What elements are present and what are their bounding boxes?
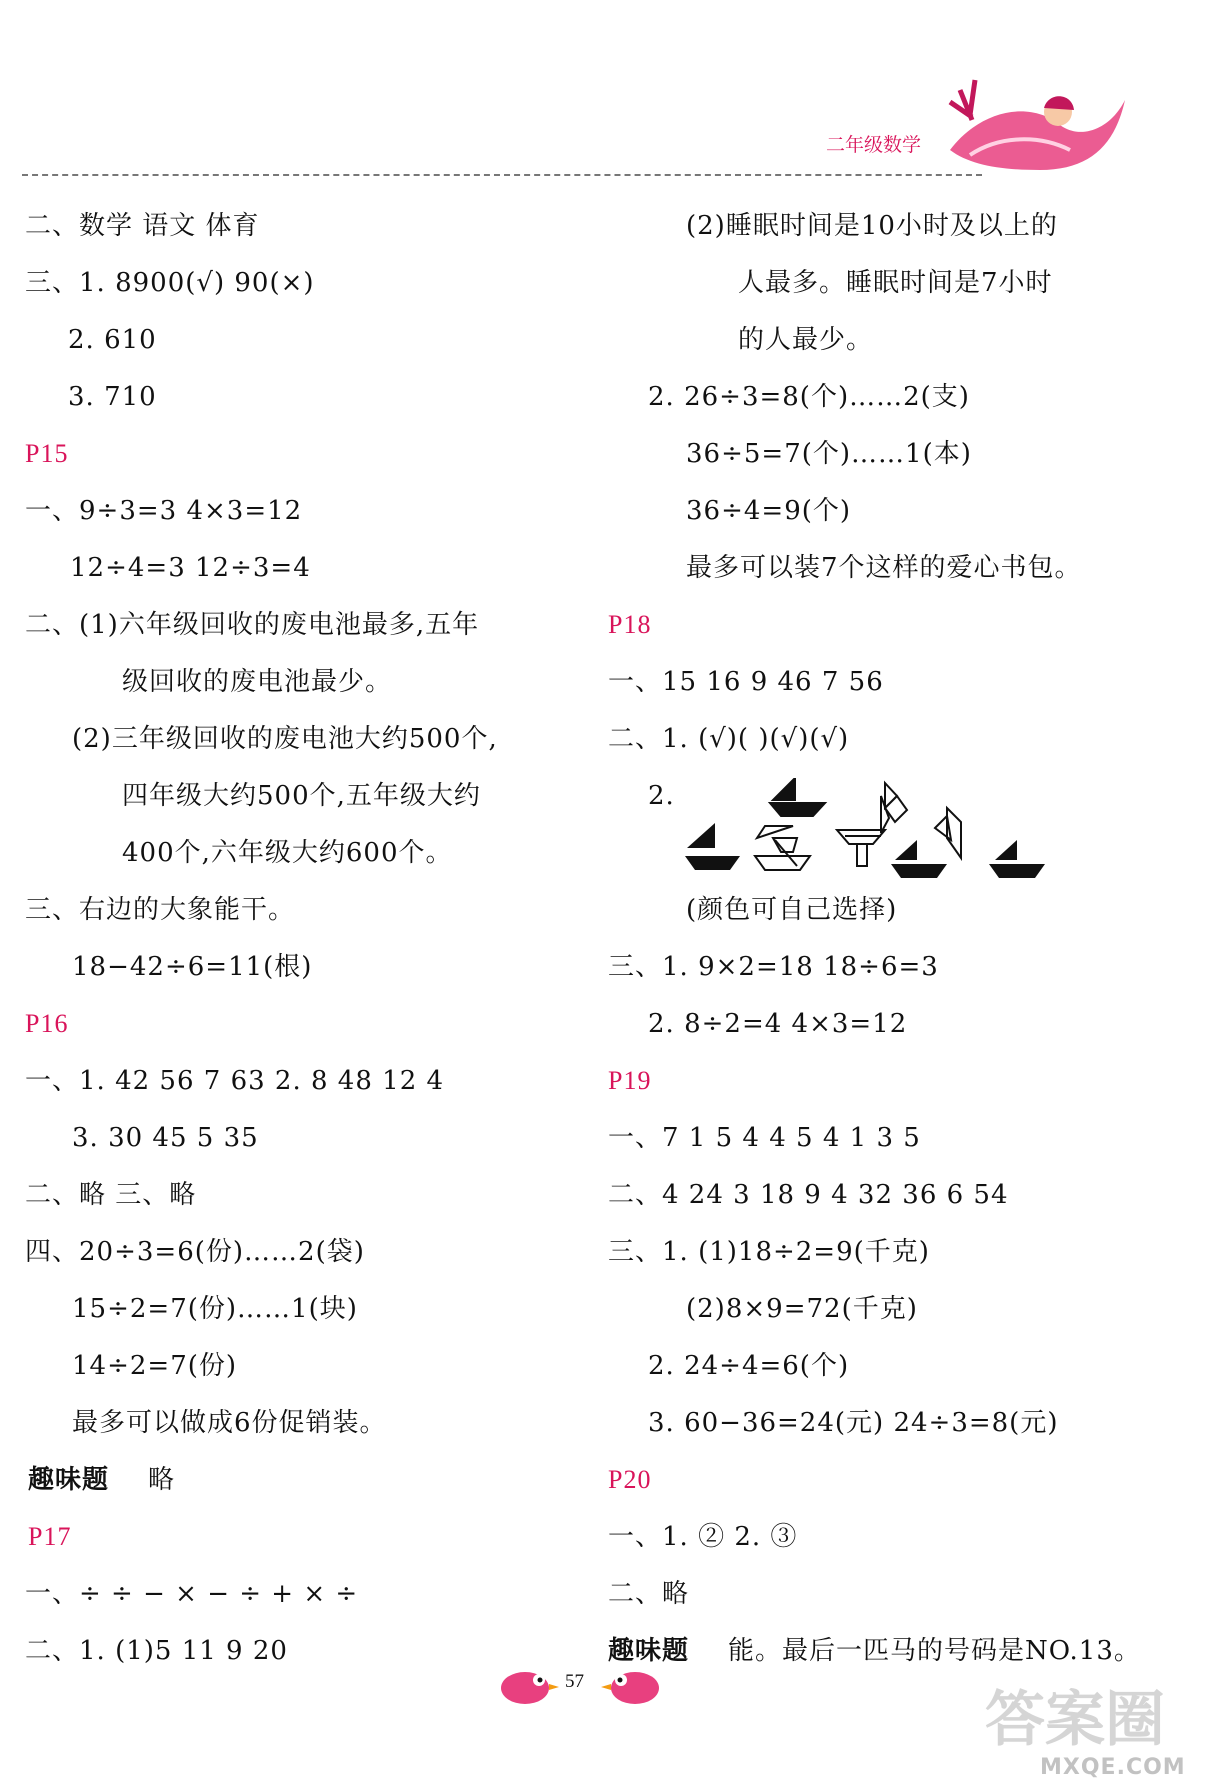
section-label-p18: P18	[608, 610, 652, 639]
tangram-boat-6	[989, 840, 1045, 878]
answer-line: 2. 26÷3=8(个)……2(支)	[648, 382, 970, 412]
answer-line: 二、(1)六年级回收的废电池最多,五年	[25, 610, 480, 640]
tangram-shapes-5	[881, 783, 961, 858]
fun-question-label: 趣味题	[28, 1465, 110, 1495]
answer-line: 2. 24÷4=6(个)	[648, 1351, 850, 1381]
section-label-p17: P17	[28, 1522, 72, 1551]
answer-line: 2.	[648, 781, 675, 811]
answer-line: 的人最少。	[738, 325, 874, 355]
answer-line: 人最多。睡眠时间是7小时	[738, 268, 1053, 298]
answer-line: 二、1. (1)5 11 9 20	[25, 1636, 288, 1666]
header-divider	[22, 174, 982, 176]
watermark-url: MXQE.COM	[1040, 1755, 1186, 1780]
answer-line: 一、÷ ÷ − × − ÷ + × ÷	[25, 1579, 359, 1609]
fun-question-label: 趣味题	[608, 1636, 690, 1666]
answer-line: 三、1. 8900(√) 90(×)	[25, 268, 315, 298]
answer-line: 二、略 三、略	[25, 1180, 197, 1210]
tangram-boat-2	[755, 778, 825, 870]
answer-line: (2)睡眠时间是10小时及以上的	[686, 211, 1058, 241]
answer-line: 一、9÷3=3 4×3=12	[25, 496, 303, 526]
tangram-boat-1	[685, 823, 740, 870]
answer-line: 二、略	[608, 1579, 690, 1609]
answer-line: (2)三年级回收的废电池大约500个,	[72, 724, 498, 754]
answer-line: 三、1. (1)18÷2=9(千克)	[608, 1237, 930, 1267]
watermark-logo-text: 答案圈	[985, 1685, 1165, 1755]
answer-line: 一、1. ② 2. ③	[608, 1522, 798, 1552]
tangram-boat-4	[891, 840, 947, 878]
answer-line: 3. 60−36=24(元) 24÷3=8(元)	[648, 1408, 1059, 1438]
answer-line: 14÷2=7(份)	[72, 1351, 238, 1381]
answer-line: 四、20÷3=6(份)……2(袋)	[25, 1237, 365, 1267]
answer-line: 三、1. 9×2=18 18÷6=3	[608, 952, 939, 982]
answer-line: 二、数学 语文 体育	[25, 211, 260, 241]
header-wave-girl-decoration	[940, 70, 1130, 180]
page-header-title: 二年级数学	[826, 134, 922, 156]
section-label-p19: P19	[608, 1066, 652, 1095]
answer-line: 15÷2=7(份)……1(块)	[72, 1294, 358, 1324]
answer-line: (2)8×9=72(千克)	[686, 1294, 918, 1324]
answer-line: 2. 610	[68, 325, 157, 355]
bird-right-icon	[601, 1672, 659, 1704]
answer-line: 二、4 24 3 18 9 4 32 36 6 54	[608, 1180, 1009, 1210]
answer-line: 3. 30 45 5 35	[72, 1123, 259, 1153]
answer-line: 最多可以做成6份促销装。	[72, 1408, 387, 1438]
answer-line: 3. 710	[68, 382, 157, 412]
answer-line: 2. 8÷2=4 4×3=12	[648, 1009, 908, 1039]
answer-line: 36÷5=7(个)……1(本)	[686, 439, 972, 469]
section-label-p16: P16	[25, 1009, 69, 1038]
page-number: 57	[565, 1671, 584, 1692]
tangram-boats-figure	[685, 778, 1055, 878]
answer-line: (颜色可自己选择)	[686, 895, 898, 925]
answer-line: 二、1. (√)( )(√)(√)	[608, 724, 850, 754]
answer-line: 一、1. 42 56 7 63 2. 8 48 12 4	[25, 1066, 445, 1096]
answer-line: 略	[148, 1465, 176, 1495]
answer-line: 四年级大约500个,五年级大约	[122, 781, 481, 811]
bird-left-icon	[501, 1672, 559, 1704]
answer-line: 一、15 16 9 46 7 56	[608, 667, 884, 697]
tangram-boat-3	[837, 830, 885, 866]
answer-line: 能。最后一匹马的号码是NO.13。	[728, 1636, 1141, 1666]
answer-line: 级回收的废电池最少。	[122, 667, 393, 697]
section-label-p15: P15	[25, 439, 69, 468]
section-label-p20: P20	[608, 1465, 652, 1494]
answer-line: 18−42÷6=11(根)	[72, 952, 313, 982]
answer-line: 36÷4=9(个)	[686, 496, 852, 526]
answer-line: 12÷4=3 12÷3=4	[70, 553, 311, 583]
answer-line: 一、7 1 5 4 4 5 4 1 3 5	[608, 1123, 921, 1153]
answer-line: 400个,六年级大约600个。	[122, 838, 453, 868]
answer-line: 三、右边的大象能干。	[25, 895, 296, 925]
answer-line: 最多可以装7个这样的爱心书包。	[686, 553, 1082, 583]
